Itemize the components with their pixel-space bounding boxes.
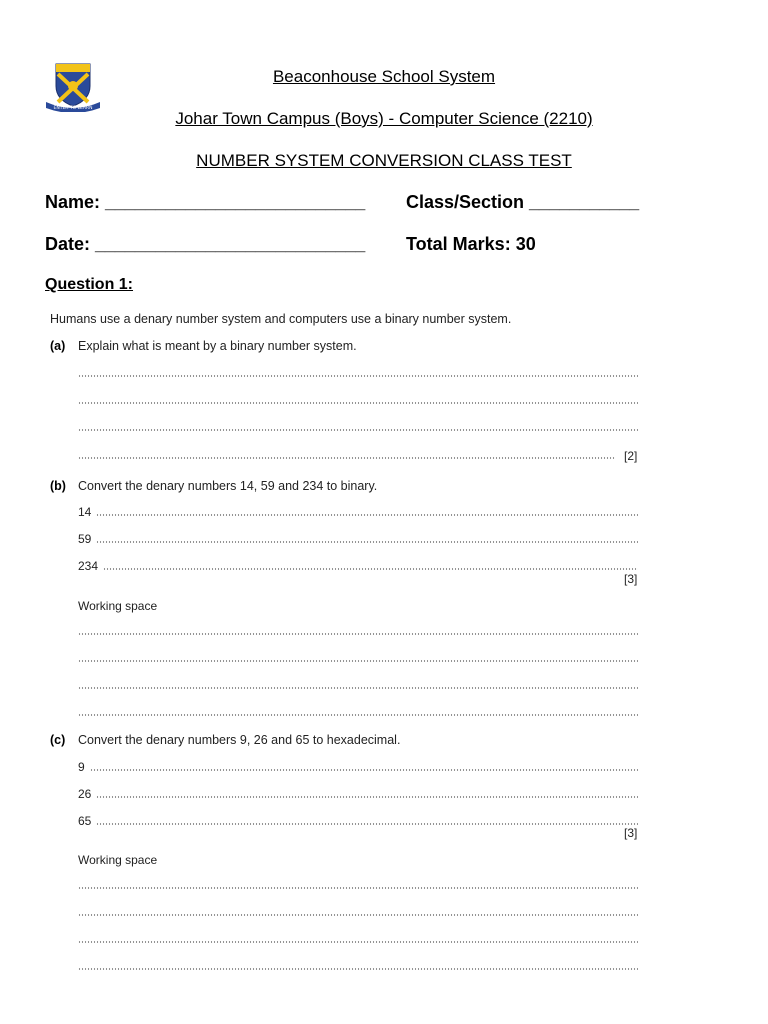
part-a-label: (a) bbox=[50, 339, 66, 353]
answer-line[interactable] bbox=[96, 514, 638, 516]
item-label: 9 bbox=[78, 760, 85, 774]
answer-line[interactable] bbox=[96, 823, 638, 825]
item-label: 234 bbox=[78, 559, 99, 573]
working-line[interactable] bbox=[78, 660, 638, 662]
part-b-label: (b) bbox=[50, 479, 66, 493]
test-title: NUMBER SYSTEM CONVERSION CLASS TEST bbox=[196, 151, 572, 170]
part-a-text: Explain what is meant by a binary number system. bbox=[78, 339, 357, 353]
part-c-label: (c) bbox=[50, 733, 66, 747]
item-label: 65 bbox=[78, 814, 92, 828]
working-line[interactable] bbox=[78, 968, 638, 970]
school-name: Beaconhouse School System bbox=[272, 67, 496, 86]
class-section-field[interactable]: Class/Section ___________ bbox=[406, 192, 640, 212]
answer-line[interactable] bbox=[78, 429, 638, 431]
working-line[interactable] bbox=[78, 687, 638, 689]
item-label: 14 bbox=[78, 505, 92, 519]
answer-line[interactable] bbox=[96, 796, 638, 798]
part-b-text: Convert the denary numbers 14, 59 and 234 to binary. bbox=[78, 479, 378, 493]
answer-line[interactable] bbox=[103, 568, 638, 570]
working-space-label: Working space bbox=[78, 599, 158, 613]
answer-line[interactable] bbox=[90, 769, 638, 771]
item-label: 59 bbox=[78, 532, 92, 546]
answer-line[interactable] bbox=[78, 375, 638, 377]
working-line[interactable] bbox=[78, 941, 638, 943]
working-line[interactable] bbox=[78, 887, 638, 889]
item-label: 26 bbox=[78, 787, 92, 801]
name-field[interactable]: Name: __________________________ bbox=[45, 192, 366, 212]
answer-line[interactable] bbox=[78, 402, 638, 404]
question-1-title: Question 1: bbox=[45, 276, 134, 293]
part-c-text: Convert the denary numbers 9, 26 and 65 to hexadecimal. bbox=[78, 733, 401, 747]
answer-line[interactable] bbox=[96, 541, 638, 543]
total-marks: Total Marks: 30 bbox=[406, 234, 536, 254]
logo-motto: ENTER TO LEARN bbox=[53, 106, 93, 111]
campus-subject: Johar Town Campus (Boys) - Computer Science (2210) bbox=[175, 109, 593, 128]
question-intro: Humans use a denary number system and computers use a binary number system. bbox=[50, 312, 512, 326]
working-space-label: Working space bbox=[78, 853, 158, 867]
date-field[interactable]: Date: ___________________________ bbox=[45, 234, 366, 254]
working-line[interactable] bbox=[78, 914, 638, 916]
part-a-marks: [2] bbox=[624, 449, 638, 463]
part-c-marks: [3] bbox=[624, 826, 638, 840]
part-b-marks: [3] bbox=[624, 572, 638, 586]
working-line[interactable] bbox=[78, 633, 638, 635]
answer-line[interactable] bbox=[78, 457, 615, 459]
working-line[interactable] bbox=[78, 714, 638, 716]
